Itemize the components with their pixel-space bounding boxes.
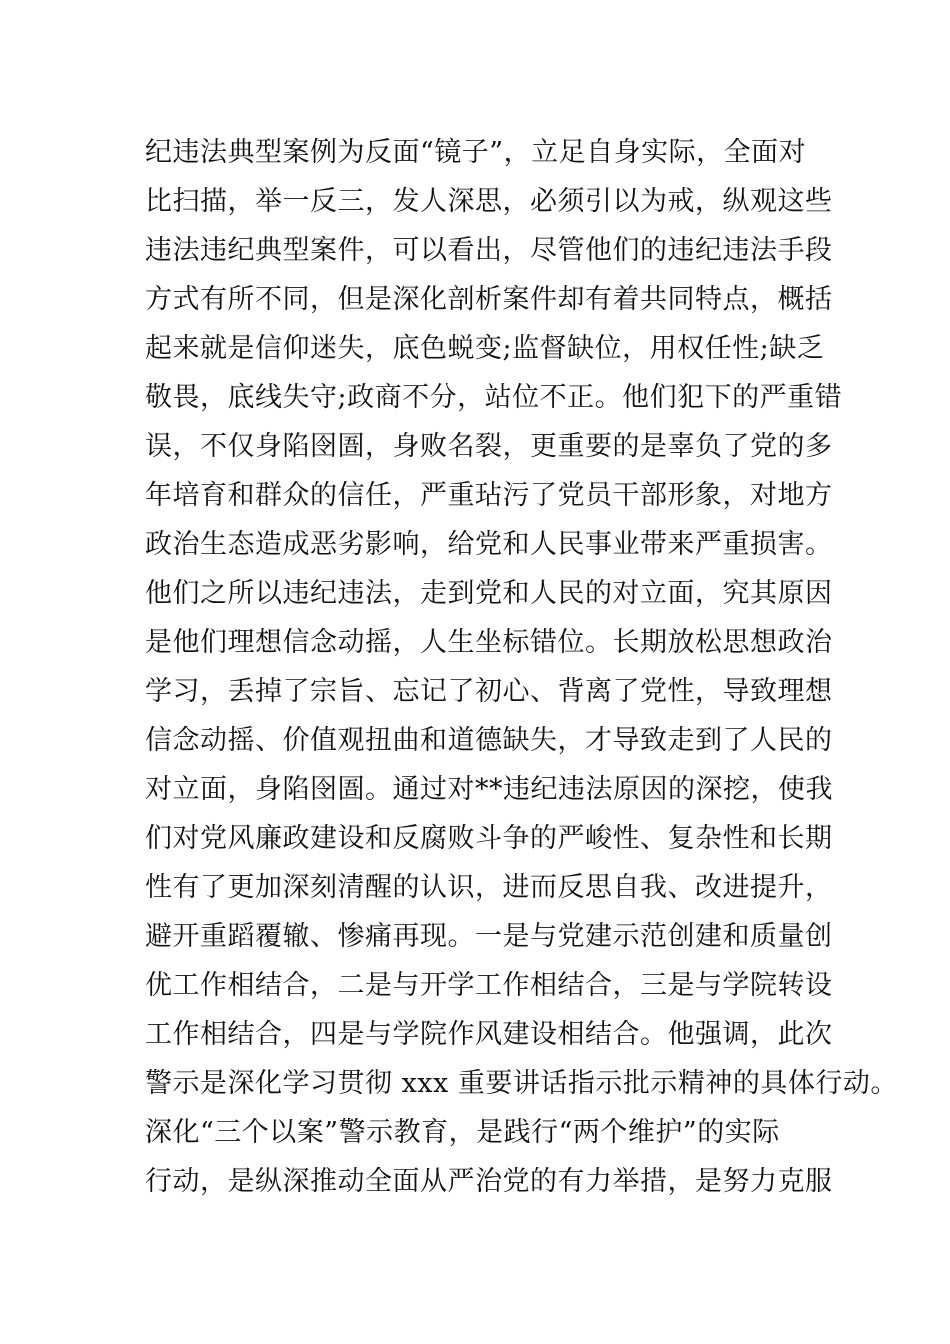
text-line: 工作相结合，四是与学院作风建设相结合。他强调，此次 — [145, 1019, 833, 1050]
text-line: 学习，丢掉了宗旨、忘记了初心、背离了党性，导致理想 — [145, 676, 833, 707]
text-line: 们对党风廉政建设和反腐败斗争的严峻性、复杂性和长期 — [145, 823, 833, 854]
text-line: 纪违法典型案例为反面“镜子”，立足自身实际，全面对 — [145, 137, 807, 168]
text-line: 方式有所不同，但是深化剖析案件却有着共同特点，概括 — [145, 284, 833, 315]
text-line: 违法违纪典型案件，可以看出，尽管他们的违纪违法手段 — [145, 235, 833, 266]
text-line: 深化“三个以案”警示教育，是践行“两个维护”的实际 — [145, 1117, 780, 1148]
text-line: 是他们理想信念动摇，人生坐标错位。长期放松思想政治 — [145, 627, 833, 658]
text-line: 误，不仅身陷囹圄，身败名裂，更重要的是辜负了党的多 — [145, 431, 833, 462]
text-line: 年培育和群众的信任，严重玷污了党员干部形象，对地方 — [145, 480, 833, 511]
text-line: 比扫描，举一反三，发人深思，必须引以为戒，纵观这些 — [145, 186, 833, 217]
text-line: 起来就是信仰迷失，底色蜕变;监督缺位，用权任性;缺乏 — [145, 333, 825, 364]
text-line: 敬畏，底线失守;政商不分，站位不正。他们犯下的严重错 — [145, 382, 843, 413]
text-line: 信念动摇、价值观扭曲和道德缺失，才导致走到了人民的 — [145, 725, 833, 756]
text-line: 政治生态造成恶劣影响，给党和人民事业带来严重损害。 — [145, 529, 833, 560]
text-line: 对立面，身陷囹圄。通过对**违纪违法原因的深挖，使我 — [145, 774, 833, 805]
text-line: 他们之所以违纪违法，走到党和人民的对立面，究其原因 — [145, 578, 833, 609]
text-line: 性有了更加深刻清醒的认识，进而反思自我、改进提升， — [145, 872, 833, 903]
text-line: 警示是深化学习贯彻 xxx 重要讲话指示批示精神的具体行动。 — [145, 1068, 898, 1099]
body-text — [145, 128, 898, 1206]
text-line: 行动，是纵深推动全面从严治党的有力举措，是努力克服 — [145, 1166, 833, 1197]
text-line: 优工作相结合，二是与开学工作相结合，三是与学院转设 — [145, 970, 833, 1001]
text-line: 避开重蹈覆辙、惨痛再现。一是与党建示范创建和质量创 — [145, 921, 833, 952]
